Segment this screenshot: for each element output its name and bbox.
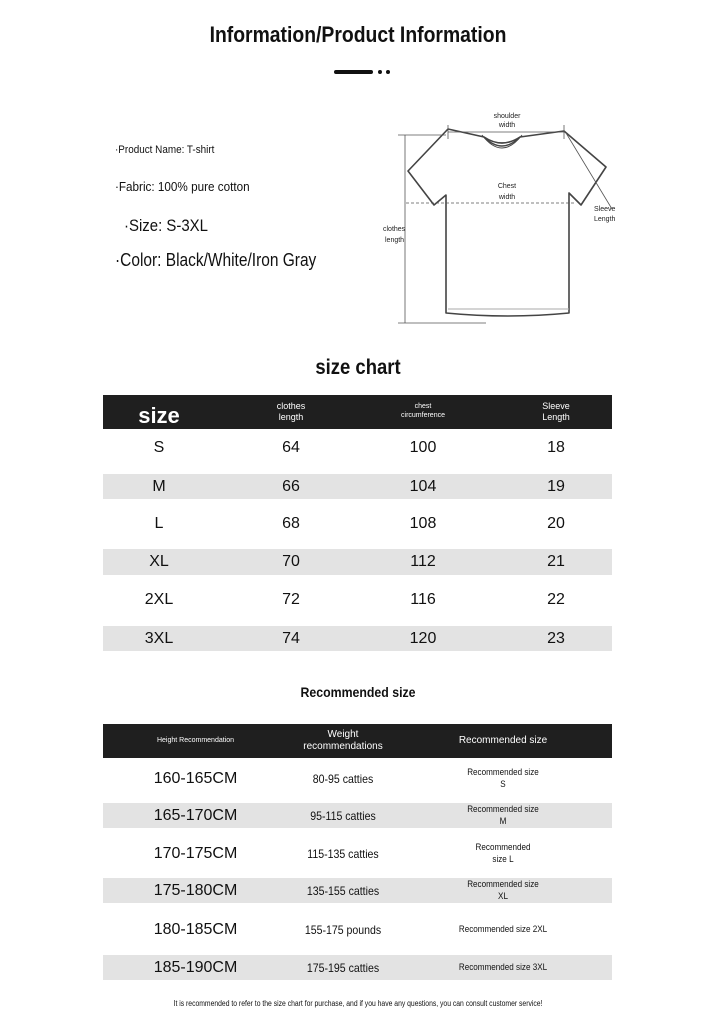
header-weight: Weight recommendations <box>303 728 383 752</box>
header-sleeve-length: Sleeve Length <box>542 400 570 422</box>
shoulder-width-label: shoulder <box>493 113 521 120</box>
header-recommended-size: Recommended size <box>458 734 548 746</box>
sleeve-length-label: Length <box>594 216 616 223</box>
table-row: 3XL 74 120 23 <box>103 626 612 651</box>
clothes-length-label: clothes <box>383 226 406 233</box>
size-chart-header <box>103 395 612 429</box>
product-name: ·Product Name: T-shirt <box>115 144 215 156</box>
table-row: 170-175CM 115-135 catties Recommended size L <box>153 842 531 864</box>
table-row: 180-185CM 155-175 pounds Recommended size 2XL <box>153 921 548 938</box>
table-row: 165-170CM 95-115 catties Recommended size M <box>103 803 612 828</box>
table-row: S 64 100 18 <box>153 439 565 456</box>
header-chest-circumference: chest circumference <box>401 403 445 419</box>
table-row: 175-180CM 135-155 catties Recommended size XL <box>103 878 612 903</box>
sleeve-length-label: Sleeve <box>594 206 616 213</box>
title-divider-dot <box>378 70 382 74</box>
chest-width-label: Chest <box>497 183 517 190</box>
tshirt-measurement-diagram <box>376 105 626 330</box>
recommended-size-table <box>103 724 612 982</box>
recommended-size-title: Recommended size <box>300 684 416 700</box>
table-row: M 66 104 19 <box>103 474 612 499</box>
page-title: Information/Product Information <box>209 22 507 47</box>
table-row: 2XL 72 116 22 <box>144 591 565 608</box>
tshirt-outline <box>408 129 606 316</box>
size-chart-table <box>103 395 612 653</box>
product-fabric: ·Fabric: 100% pure cotton <box>115 179 250 194</box>
title-divider <box>334 70 373 74</box>
size-chart-title: size chart <box>315 356 401 379</box>
table-row: 160-165CM 80-95 catties Recommended size S <box>153 767 539 789</box>
footer-note: It is recommended to refer to the size chart for purchase, and if you have any questions, you can consult customer service! <box>173 999 543 1008</box>
shoulder-width-label: width <box>498 122 516 129</box>
header-size: size <box>138 403 180 429</box>
header-clothes-length: clothes length <box>276 400 306 422</box>
clothes-length-label: length <box>385 237 405 244</box>
table-row: L 68 108 20 <box>154 514 565 532</box>
table-row: 185-190CM 175-195 catties Recommended size 3XL <box>103 955 612 980</box>
product-colors: ·Color: Black/White/Iron Gray <box>115 250 317 270</box>
title-divider-dot <box>386 70 390 74</box>
product-size-range: ·Size: S-3XL <box>124 216 208 235</box>
recommended-size-header <box>103 724 612 758</box>
table-row: XL 70 112 21 <box>103 549 612 575</box>
header-height: Height Recommendation <box>156 736 235 744</box>
chest-width-label: width <box>498 194 516 201</box>
